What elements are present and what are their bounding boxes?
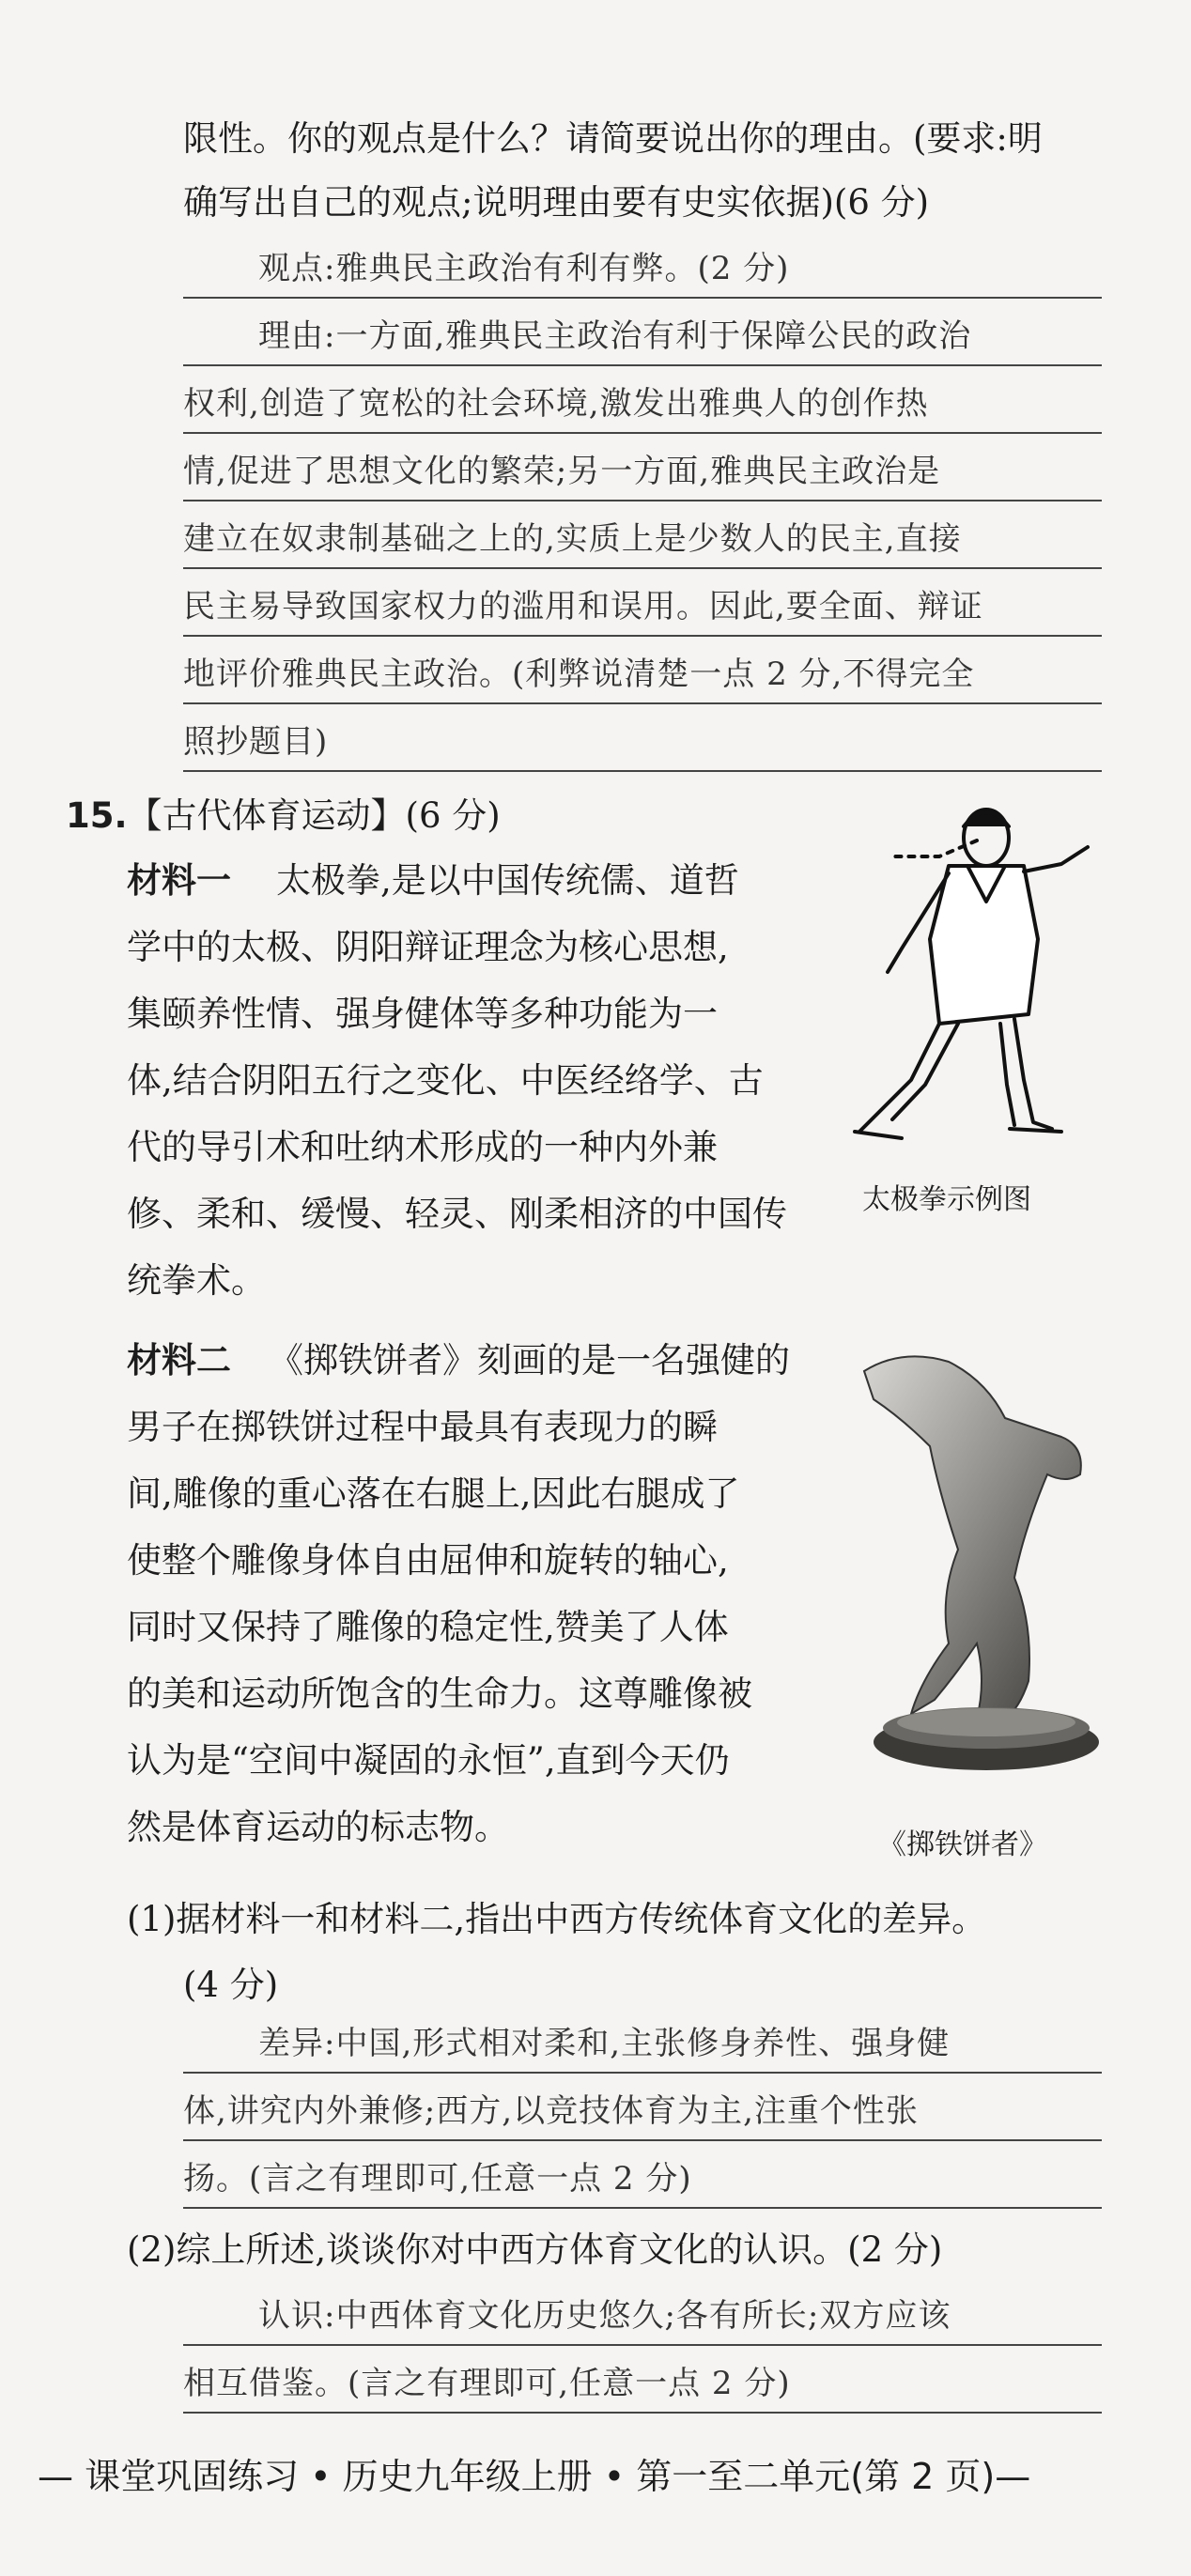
answer-line: 体,讲究内外兼修;西方,以竞技体育为主,注重个性张	[183, 2077, 1102, 2141]
material-1-line: 材料一 太极拳,是以中国传统儒、道哲	[127, 860, 739, 901]
question-stem-line: 限性。你的观点是什么？请简要说出你的理由。(要求:明	[183, 118, 1043, 159]
material-1-line: 代的导引术和吐纳术形成的一种内外兼	[127, 1127, 718, 1167]
sub-question-2: (2)综上所述,谈谈你对中西方体育文化的认识。(2 分)	[127, 2229, 943, 2270]
material-1-label: 材料一	[127, 860, 231, 901]
material-2-line: 同时又保持了雕像的稳定性,赞美了人体	[127, 1607, 729, 1647]
material-2-label: 材料二	[127, 1340, 231, 1381]
material-2-line: 使整个雕像身体自由屈伸和旋转的轴心,	[127, 1540, 729, 1581]
answer-line: 扬。(言之有理即可,任意一点 2 分)	[183, 2145, 1102, 2209]
answer-line: 理由:一方面,雅典民主政治有利于保障公民的政治	[183, 302, 1102, 366]
answer-line: 地评价雅典民主政治。(利弊说清楚一点 2 分,不得完全	[183, 640, 1102, 704]
material-1-line: 集颐养性情、强身健体等多种功能为一	[127, 994, 718, 1034]
material-2-line: 间,雕像的重心落在右腿上,因此右腿成了	[127, 1473, 740, 1514]
answer-line: 权利,创造了宽松的社会环境,激发出雅典人的创作热	[183, 370, 1102, 434]
material-1-line: 修、柔和、缓慢、轻灵、刚柔相济的中国传	[127, 1194, 787, 1234]
question-stem-line: 确写出自己的观点;说明理由要有史实依据)(6 分)	[183, 182, 930, 223]
material-2-line: 然是体育运动的标志物。	[127, 1807, 509, 1847]
material-1-line: 体,结合阴阳五行之变化、中医经络学、古	[127, 1060, 764, 1101]
material-1-line: 统拳术。	[127, 1260, 266, 1301]
answer-line: 情,促进了思想文化的繁荣;另一方面,雅典民主政治是	[183, 438, 1102, 501]
answer-line: 照抄题目)	[183, 708, 1102, 772]
image-caption-taiji: 太极拳示例图	[862, 1183, 1031, 1216]
page-footer: — 课堂巩固练习 • 历史九年级上册 • 第一至二单元(第 2 页)—	[38, 2456, 1031, 2497]
sub-question-1-score: (4 分)	[183, 1965, 279, 2005]
discobolus-statue-image	[845, 1343, 1108, 1784]
answer-line: 差异:中国,形式相对柔和,主张修身养性、强身健	[183, 2010, 1102, 2074]
taiji-figure-illustration	[836, 798, 1108, 1155]
material-2-line: 材料二 《掷铁饼者》刻画的是一名强健的	[127, 1340, 790, 1381]
material-2-line: 认为是“空间中凝固的永恒”,直到今天仍	[127, 1740, 730, 1781]
answer-line: 相互借鉴。(言之有理即可,任意一点 2 分)	[183, 2350, 1102, 2414]
answer-line: 建立在奴隶制基础之上的,实质上是少数人的民主,直接	[183, 505, 1102, 569]
material-2-line: 男子在掷铁饼过程中最具有表现力的瞬	[127, 1407, 718, 1447]
question-15-heading	[66, 794, 501, 839]
question-number: 15.	[66, 795, 128, 836]
material-2-line: 的美和运动所饱含的生命力。这尊雕像被	[127, 1674, 752, 1714]
material-1-line: 学中的太极、阴阳辩证理念为核心思想,	[127, 927, 729, 967]
sub-question-1: (1)据材料一和材料二,指出中西方传统体育文化的差异。	[127, 1899, 987, 1939]
answer-line: 观点:雅典民主政治有利有弊。(2 分)	[183, 235, 1102, 299]
answer-line: 认识:中西体育文化历史悠久;各有所长;双方应该	[183, 2282, 1102, 2346]
answer-line: 民主易导致国家权力的滥用和误用。因此,要全面、辩证	[183, 573, 1102, 637]
question-title: 【古代体育运动】(6 分)	[127, 795, 501, 836]
image-caption-discobolus: 《掷铁饼者》	[878, 1828, 1047, 1861]
